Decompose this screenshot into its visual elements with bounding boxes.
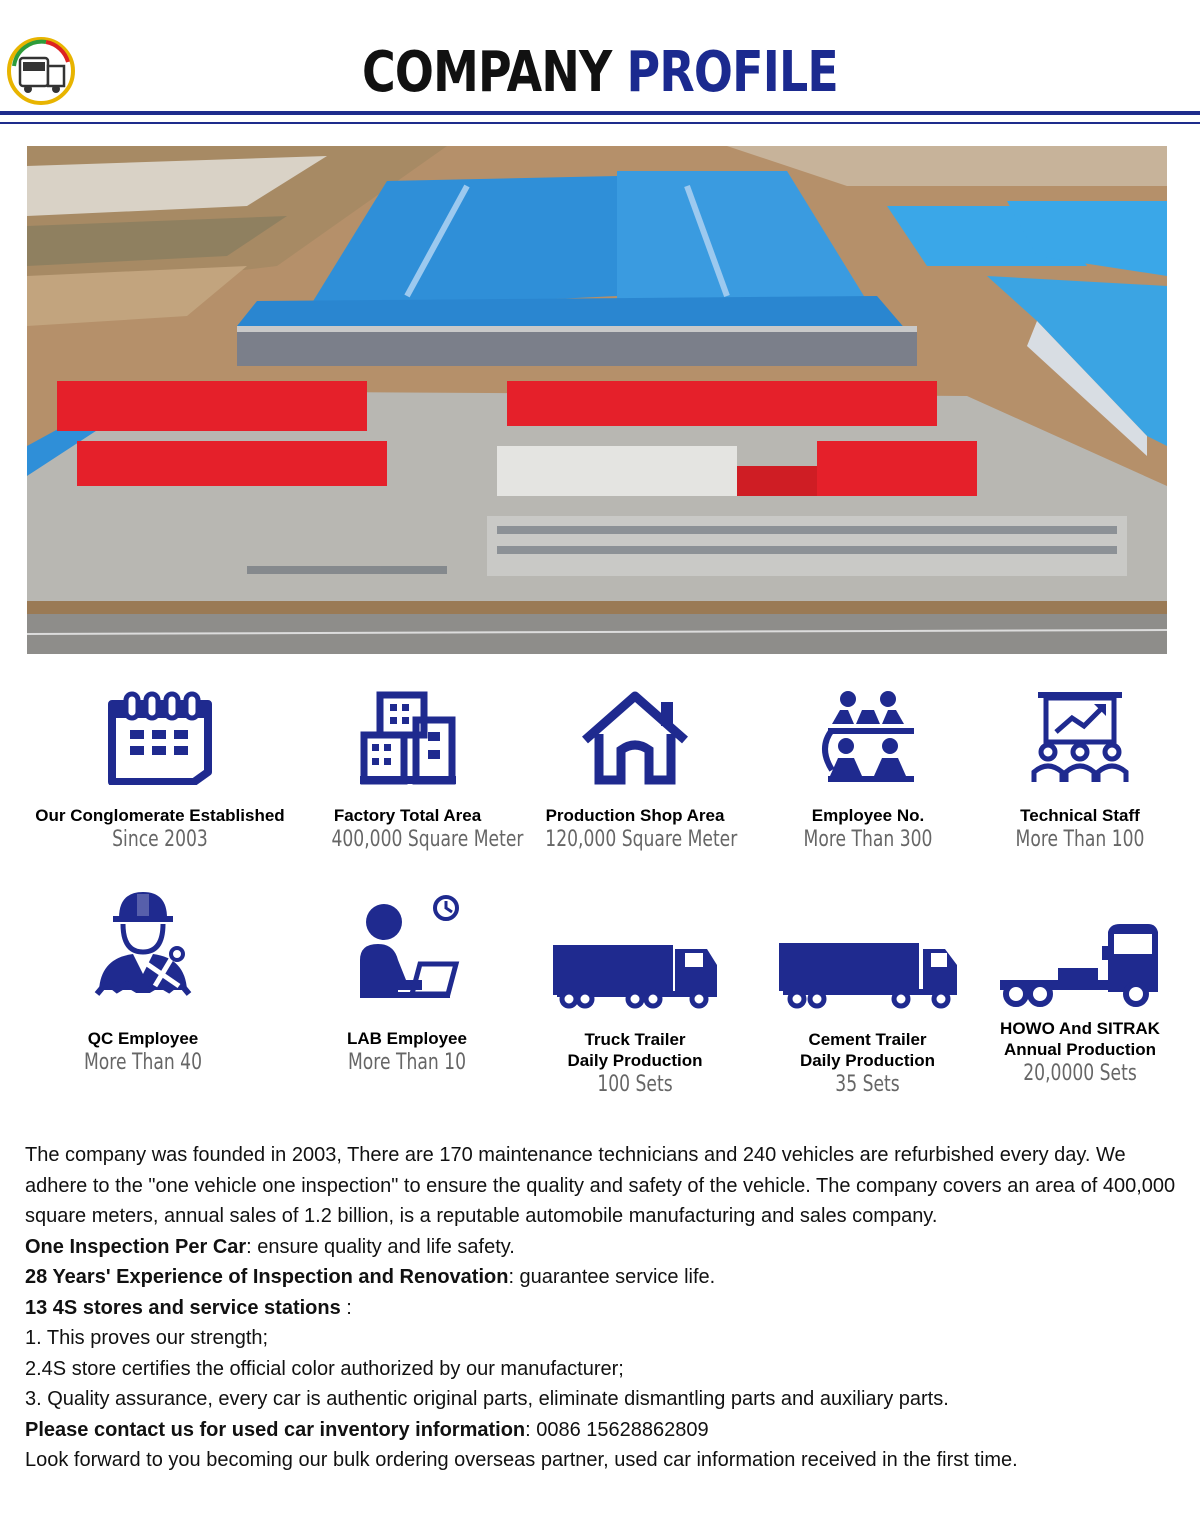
feature-text: : bbox=[340, 1296, 352, 1319]
stat-value: 100 Sets bbox=[597, 1072, 673, 1097]
feature-title: One Inspection Per Car bbox=[25, 1235, 247, 1258]
stat-label-line2: Daily Production bbox=[567, 1051, 703, 1070]
header bbox=[0, 0, 1200, 130]
stat-qc-employee bbox=[43, 890, 243, 1077]
header-rule-thick bbox=[0, 111, 1200, 115]
truck-logo-icon bbox=[6, 36, 76, 106]
stat-label: QC Employee bbox=[87, 1029, 199, 1048]
feature-line bbox=[25, 1262, 1180, 1293]
stat-lab-employee bbox=[307, 890, 507, 1077]
stat-label-line2: Annual Production bbox=[1003, 1040, 1157, 1059]
stat-label: Truck Trailer bbox=[584, 1030, 686, 1049]
buildings-icon bbox=[360, 690, 456, 785]
stat-value: More Than 300 bbox=[803, 827, 933, 852]
stat-value: Since 2003 bbox=[112, 827, 208, 852]
stat-employees bbox=[770, 690, 966, 854]
stat-factory-area bbox=[310, 690, 524, 854]
worker-helmet-icon bbox=[93, 890, 193, 1008]
stat-value: 400,000 Square Meter bbox=[331, 827, 524, 852]
tractor-head-icon bbox=[998, 922, 1162, 1010]
stat-shop-area bbox=[520, 690, 750, 854]
header-rule-thin bbox=[0, 122, 1200, 124]
stat-technical-staff bbox=[980, 690, 1180, 854]
intro-paragraph: The company was founded in 2003, There are 170 maintenance technicians and 240 vehicles are refurbished every day. We adhere to the "one vehicle one inspection" to ensure the quality and safety of the vehicle. The company covers an area of 400,000 square meters, annual sales of 1.2 billion, is a reputable automobile manufacturing and sales company. bbox=[25, 1144, 1176, 1227]
title-word-2: PROFILE bbox=[626, 40, 838, 105]
feature-text: : guarantee service life. bbox=[508, 1266, 716, 1288]
feature-text: : ensure quality and life safety. bbox=[246, 1235, 515, 1258]
closing-line: Look forward to you becoming our bulk ordering overseas partner, used car information received in the first time. bbox=[25, 1449, 1018, 1471]
presentation-icon bbox=[1030, 690, 1130, 785]
contact-title: Please contact us for used car inventory information bbox=[25, 1418, 526, 1441]
house-icon bbox=[581, 690, 689, 785]
truck-trailer-icon bbox=[551, 935, 719, 1009]
people-group-icon bbox=[818, 690, 918, 785]
feature-title: 28 Years' Experience of Inspection and Renovation bbox=[25, 1266, 509, 1288]
factory-aerial-photo bbox=[27, 146, 1167, 654]
stat-value: More Than 10 bbox=[347, 1050, 467, 1075]
stat-howo-sitrak bbox=[980, 922, 1180, 1088]
stat-value: 120,000 Square Meter bbox=[545, 827, 738, 852]
stat-established bbox=[10, 690, 310, 854]
stat-label: Factory Total Area bbox=[333, 806, 482, 825]
stat-label: Technical Staff bbox=[1020, 806, 1140, 825]
feature-line bbox=[25, 1293, 1180, 1324]
list-item: 1. This proves our strength; bbox=[25, 1327, 269, 1349]
stat-truck-trailer bbox=[530, 935, 740, 1099]
stat-label: LAB Employee bbox=[347, 1029, 467, 1048]
list-item: 3. Quality assurance, every car is authentic original parts, eliminate dismantling parts and auxiliary parts. bbox=[25, 1388, 949, 1410]
box-truck-icon bbox=[777, 935, 959, 1009]
stat-label: Cement Trailer bbox=[808, 1030, 927, 1049]
company-description bbox=[25, 1140, 1180, 1476]
calendar-icon bbox=[108, 690, 212, 785]
list-item: 2.4S store certifies the official color authorized by our manufacturer; bbox=[25, 1357, 624, 1380]
stat-value: More Than 100 bbox=[1015, 827, 1145, 852]
feature-line bbox=[25, 1232, 1180, 1263]
contact-phone: : 0086 15628862809 bbox=[525, 1418, 709, 1441]
stat-label: Our Conglomerate Established bbox=[35, 806, 285, 825]
stat-label: HOWO And SITRAK bbox=[1000, 1019, 1160, 1038]
page-title bbox=[108, 40, 1092, 106]
laptop-user-icon bbox=[348, 890, 466, 1008]
stat-cement-trailer bbox=[765, 935, 970, 1099]
contact-line bbox=[25, 1415, 1180, 1446]
stat-value: 35 Sets bbox=[835, 1072, 900, 1097]
stat-value: 20,0000 Sets bbox=[1023, 1061, 1137, 1086]
stat-label-line2: Daily Production bbox=[799, 1051, 936, 1070]
feature-title: 13 4S stores and service stations bbox=[25, 1296, 341, 1319]
stat-label: Employee No. bbox=[811, 806, 925, 825]
stat-label: Production Shop Area bbox=[545, 806, 725, 825]
title-word-1: COMPANY bbox=[362, 40, 612, 105]
stat-value: More Than 40 bbox=[83, 1050, 203, 1075]
